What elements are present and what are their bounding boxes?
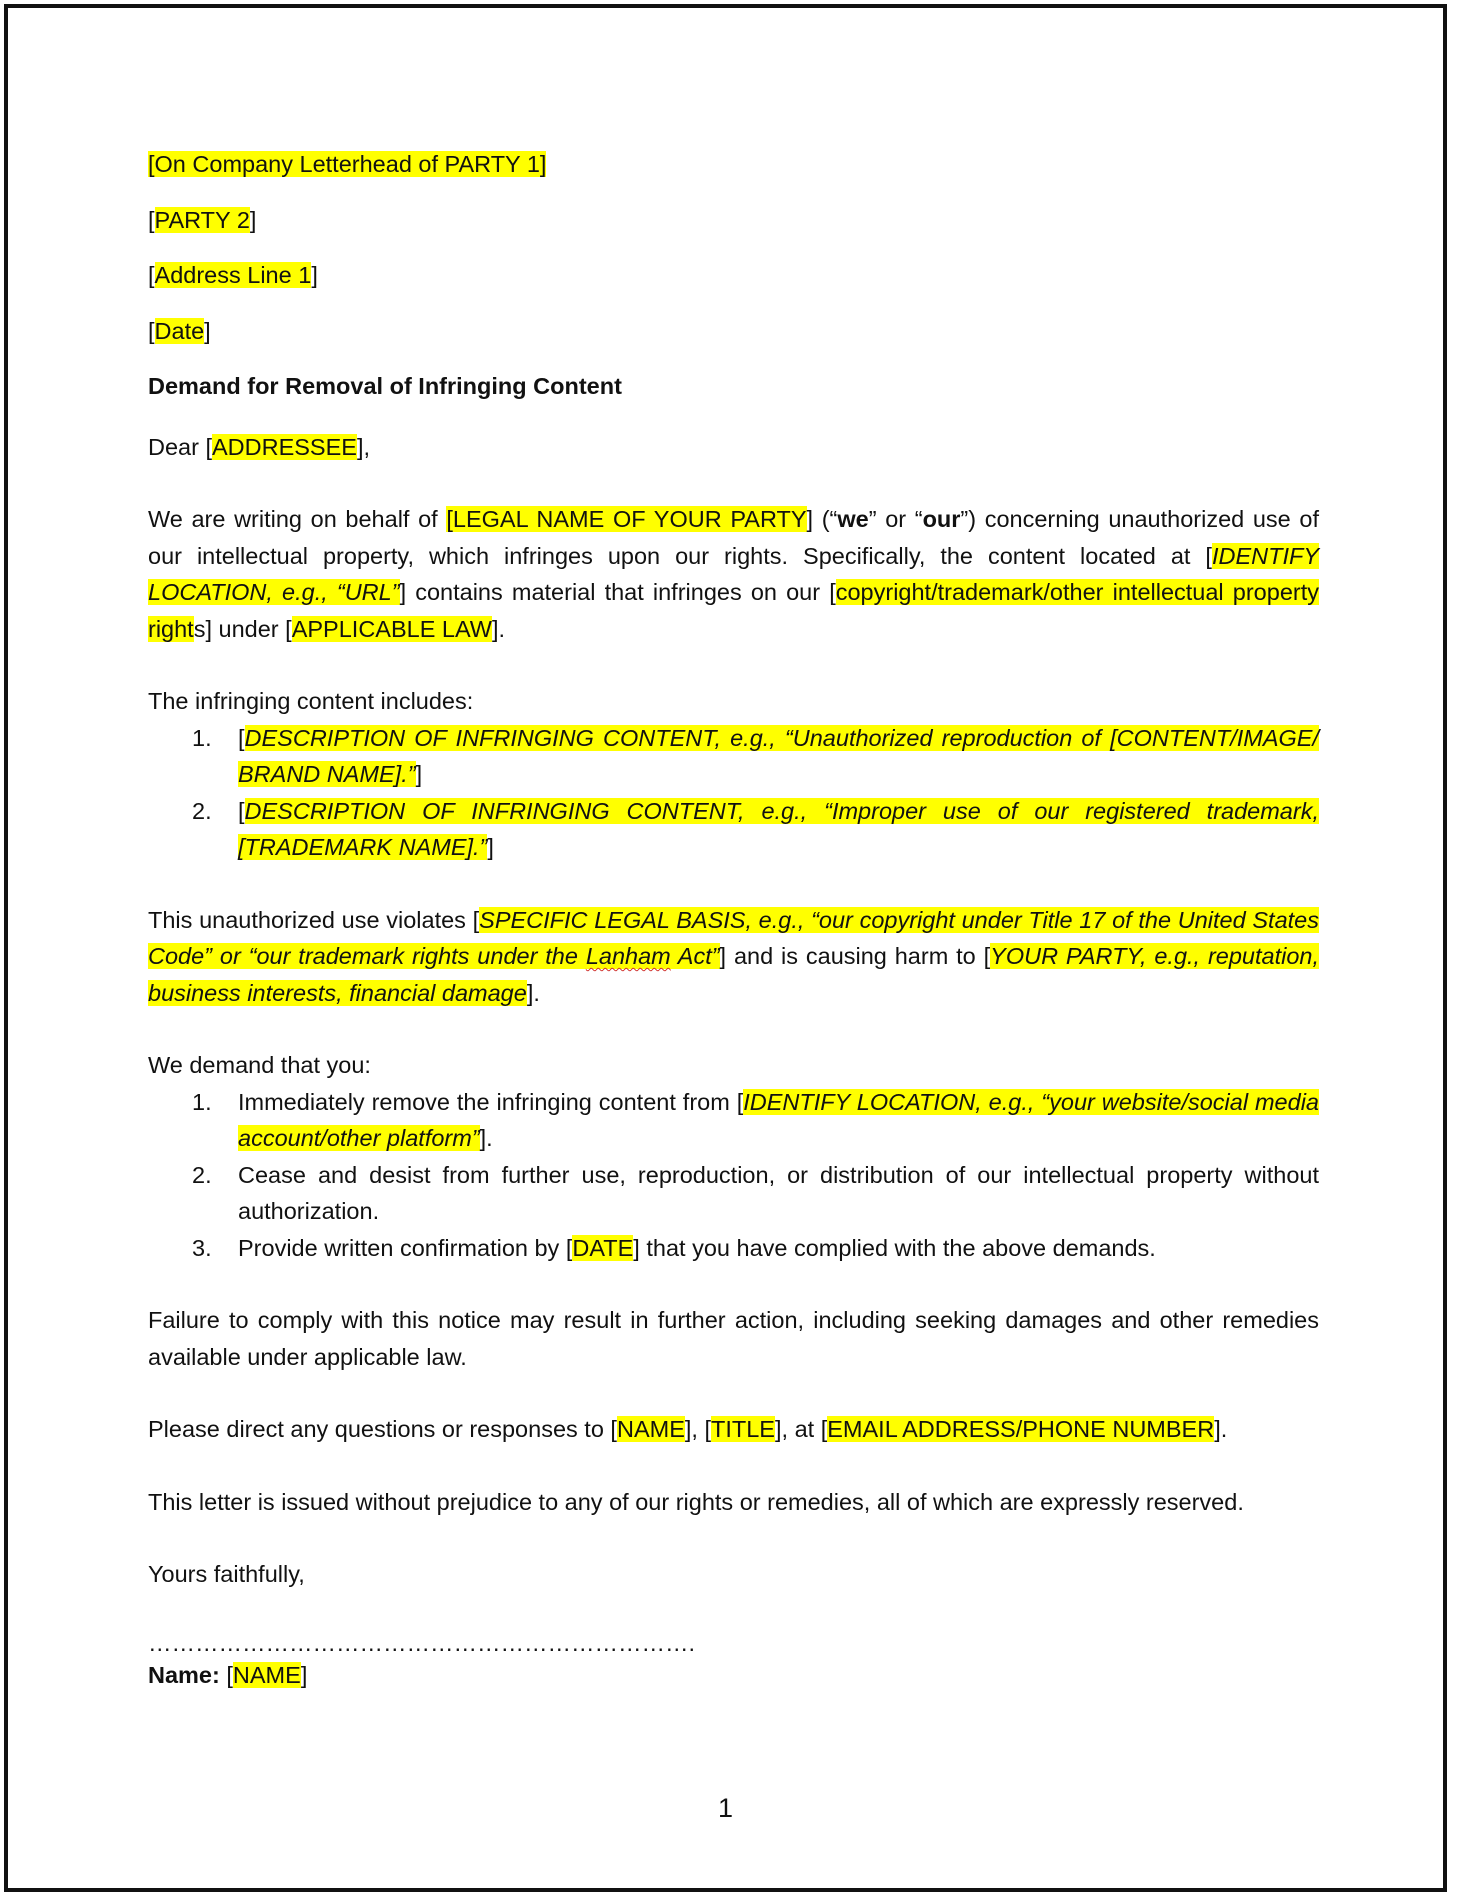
list-item: 3. Provide written confirmation by [DATE] that you have complied with the above demands. [192,1234,1156,1261]
infringing-content-section [148,683,1319,866]
signature-line: ……………………………………………………………. [148,1629,696,1656]
infringing-list [148,720,1319,866]
letterhead-line: [On Company Letterhead of PARTY 1] [148,151,547,177]
infringing-intro: The infringing content includes: [148,688,474,714]
list-item: 2. [DESCRIPTION OF INFRINGING CONTENT, e.g., “Improper use of our registered trademark, [TRADEMARK NAME].”] [192,797,1319,860]
violation-paragraph: This unauthorized use violates [SPECIFIC LEGAL BASIS, e.g., “our copyright under Title 17 of the United States Code” or “our trademark rights under the Lanham Act”] and is causing harm to [YOUR PARTY, e.g., reputation, business interests, financial damage]. [148,906,1319,1006]
demands-section [148,1047,1319,1266]
reservation-paragraph: This letter is issued without prejudice to any of our rights or remedies, all of which are expressly reserved. [148,1488,1244,1515]
list-item: 1. [DESCRIPTION OF INFRINGING CONTENT, e.g., “Unauthorized reproduction of [CONTENT/IMAGE/ BRAND NAME].”] [192,724,1319,787]
signature-name-placeholder: NAME [232,1661,301,1688]
demands-intro: We demand that you: [148,1052,371,1078]
failure-paragraph: Failure to comply with this notice may result in further action, including seeking damages and other remedies available under applicable law. [148,1307,1319,1370]
document-page [4,4,1447,1892]
letter-body [148,146,1319,1693]
rights-placeholder: copyright/trademark/other intellectual property right [148,579,1319,642]
address-placeholder: Address Line 1 [154,262,312,288]
location-placeholder: IDENTIFY LOCATION, e.g., “URL” [148,542,1319,605]
harm-placeholder: YOUR PARTY, e.g., reputation, business interests, financial damage [148,943,1319,1006]
letter-title: Demand for Removal of Infringing Content [148,373,622,399]
letterhead-placeholder: On Company Letterhead of PARTY 1 [154,151,540,177]
list-item: 2. Cease and desist from further use, reproduction, or distribution of our intellectual property without authorization. [192,1161,1319,1224]
date-line: [Date] [148,317,211,344]
contact-title-placeholder: TITLE [711,1416,775,1442]
legal-basis-placeholder: SPECIFIC LEGAL BASIS, e.g., “our copyright under Title 17 of the United States Code” or “our trademark rights under the Lanham Act” [148,906,1319,969]
contact-name-placeholder: NAME [616,1416,685,1442]
list-item: 1. Immediately remove the infringing content from [IDENTIFY LOCATION, e.g., “your website/social media account/other platform”]. [192,1088,1319,1151]
date-placeholder: Date [154,317,205,344]
legal-name-placeholder: [LEGAL NAME OF YOUR PARTY [446,506,807,532]
closing: Yours faithfully, [148,1561,305,1587]
recipient-party-line: [PARTY 2] [148,206,257,233]
signature-name-line: Name: [NAME] [148,1661,308,1688]
party2-placeholder: PARTY 2 [154,206,250,233]
addressee-placeholder: ADDRESSEE [212,433,357,460]
address-line: [Address Line 1] [148,262,318,288]
salutation: Dear [ADDRESSEE], [148,433,371,460]
demands-list [148,1084,1319,1267]
page-number: 1 [717,1793,734,1823]
law-placeholder: APPLICABLE LAW [291,615,492,642]
contact-email-placeholder: EMAIL ADDRESS/PHONE NUMBER [827,1416,1215,1442]
intro-paragraph: We are writing on behalf of [LEGAL NAME OF YOUR PARTY] (“we” or “our”) concerning unauthorized use of our intellectual property, which infringes upon our rights. Specifically, the content located at [IDENTIFY LOCATION, e.g., “URL”] contains material that infringes on our [copyright/trademark/other intellectual property rights] under [APPLICABLE LAW]. [148,506,1319,642]
contact-paragraph: Please direct any questions or responses to [NAME], [TITLE], at [EMAIL ADDRESS/PHONE NUMBER]. [148,1416,1228,1442]
